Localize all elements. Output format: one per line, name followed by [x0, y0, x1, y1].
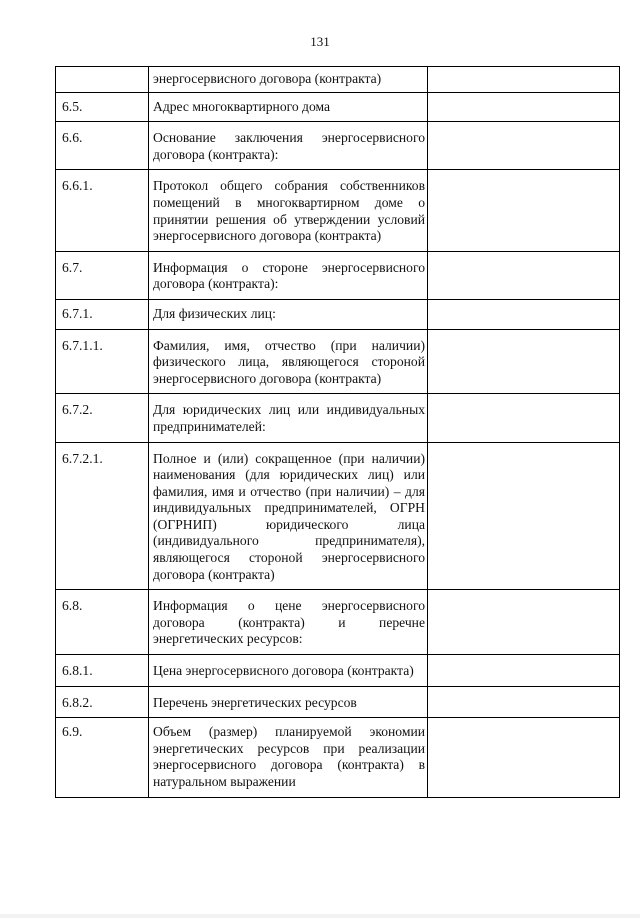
item-number: 6.7.1.1.	[56, 329, 149, 394]
item-value-cell	[428, 394, 620, 442]
item-number: 6.8.	[56, 590, 149, 655]
item-description: Протокол общего собрания собственников помещений в многоквартирном доме о принятии решения об утверждении условий энергосервисного договора (контракта)	[149, 170, 428, 251]
form-table	[55, 66, 620, 798]
item-description: Для юридических лиц или индивидуальных предпринимателей:	[149, 394, 428, 442]
item-number: 6.7.	[56, 251, 149, 299]
item-value-cell	[428, 251, 620, 299]
item-value-cell	[428, 67, 620, 93]
table-row	[56, 686, 620, 718]
item-description: Фамилия, имя, отчество (при наличии) физического лица, являющегося стороной энергосервисного договора (контракта)	[149, 329, 428, 394]
item-description: Информация о цене энергосервисного договора (контракта) и перечне энергетических ресурсов:	[149, 590, 428, 655]
table-row	[56, 655, 620, 687]
table-row	[56, 67, 620, 93]
item-number	[56, 67, 149, 93]
table-row	[56, 92, 620, 122]
item-value-cell	[428, 655, 620, 687]
item-value-cell	[428, 92, 620, 122]
item-value-cell	[428, 442, 620, 590]
item-number: 6.7.2.1.	[56, 442, 149, 590]
item-number: 6.7.2.	[56, 394, 149, 442]
item-value-cell	[428, 170, 620, 251]
item-description: Объем (размер) планируемой экономии энергетических ресурсов при реализации энергосервисного договора (контракта) в натуральном выражении	[149, 718, 428, 797]
table-row	[56, 251, 620, 299]
table-row	[56, 590, 620, 655]
table-row	[56, 718, 620, 797]
item-number: 6.6.	[56, 122, 149, 170]
item-description: Полное и (или) сокращенное (при наличии) наименования (для юридических лиц) или фамилия, имя и отчество (при наличии) – для индивидуальных предпринимателей, ОГРН (ОГРНИП) юридического лица (индивидуального предпринимателя), являющегося стороной энергосервисного договора (контракта)	[149, 442, 428, 590]
table-row	[56, 170, 620, 251]
item-value-cell	[428, 718, 620, 797]
item-description: Адрес многоквартирного дома	[149, 92, 428, 122]
item-number: 6.8.2.	[56, 686, 149, 718]
table-row	[56, 329, 620, 394]
item-value-cell	[428, 122, 620, 170]
table-row	[56, 394, 620, 442]
item-description: Основание заключения энергосервисного договора (контракта):	[149, 122, 428, 170]
item-description: Для физических лиц:	[149, 299, 428, 329]
item-value-cell	[428, 329, 620, 394]
item-description: Перечень энергетических ресурсов	[149, 686, 428, 718]
item-number: 6.6.1.	[56, 170, 149, 251]
page-bottom-edge	[0, 914, 640, 918]
page-number: 131	[310, 34, 330, 49]
item-value-cell	[428, 299, 620, 329]
item-number: 6.7.1.	[56, 299, 149, 329]
table-row	[56, 299, 620, 329]
item-description: Информация о стороне энергосервисного договора (контракта):	[149, 251, 428, 299]
item-number: 6.5.	[56, 92, 149, 122]
table-row	[56, 442, 620, 590]
item-description: Цена энергосервисного договора (контракта)	[149, 655, 428, 687]
item-description: энергосервисного договора (контракта)	[149, 67, 428, 93]
item-value-cell	[428, 590, 620, 655]
item-number: 6.8.1.	[56, 655, 149, 687]
item-number: 6.9.	[56, 718, 149, 797]
table-row	[56, 122, 620, 170]
item-value-cell	[428, 686, 620, 718]
